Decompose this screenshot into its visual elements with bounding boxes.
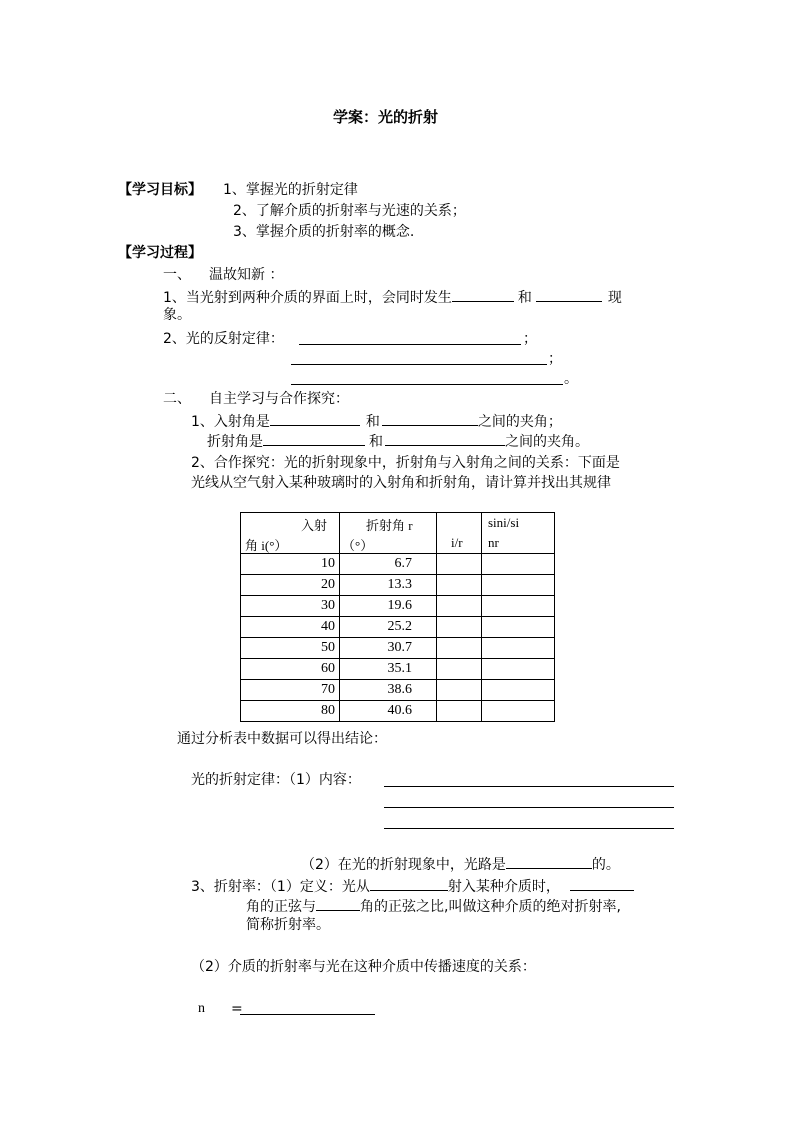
- question-text: （2）在光的折射现象中，光路是: [301, 857, 506, 873]
- answer-blank[interactable]: [506, 854, 592, 869]
- ratio-cell[interactable]: [437, 554, 482, 575]
- question-text: 和: [365, 414, 380, 430]
- answer-blank[interactable]: [263, 431, 365, 446]
- question-text: 象。: [163, 307, 191, 323]
- answer-blank[interactable]: [452, 287, 514, 302]
- sine-ratio-cell[interactable]: [482, 659, 555, 680]
- question-text: 之间的夹角；: [477, 414, 562, 430]
- law-label: 光的折射定律：（1）内容：: [191, 772, 361, 788]
- question-text: 和: [369, 434, 383, 450]
- law-part2: [301, 854, 620, 874]
- ratio-cell[interactable]: [437, 680, 482, 701]
- table-row: [241, 596, 555, 617]
- question-text: 现: [607, 290, 622, 306]
- table-row: [241, 617, 555, 638]
- sine-ratio-cell[interactable]: [482, 680, 555, 701]
- question-text: 射入某种介质时，: [447, 879, 560, 895]
- answer-line[interactable]: [240, 1014, 375, 1015]
- objective-item: 2、了解介质的折射率与光速的关系；: [233, 203, 466, 219]
- refraction-angle: 19.6: [340, 596, 437, 617]
- refraction-angle: 30.7: [340, 638, 437, 659]
- question-2-2-line1: 2、合作探究：光的折射现象中，折射角与入射角之间的关系：下面是: [191, 455, 620, 471]
- answer-blank[interactable]: [382, 411, 478, 426]
- section2-title: 自主学习与合作探究：: [209, 391, 349, 407]
- header-text: 折射角 r: [366, 518, 413, 533]
- question-text: 1、当光射到两种介质的界面上时，会同时发生: [163, 290, 452, 306]
- answer-blank[interactable]: [385, 431, 505, 446]
- conclusion-text: 通过分析表中数据可以得出结论：: [177, 731, 387, 747]
- incidence-angle: 70: [241, 680, 340, 701]
- question-text: 的。: [591, 857, 620, 873]
- process-heading: 【学习过程】: [118, 245, 202, 261]
- table-row: [241, 554, 555, 575]
- answer-blank[interactable]: [536, 287, 602, 302]
- answer-blank[interactable]: [270, 411, 360, 426]
- period: 。: [564, 371, 578, 387]
- table-row: [241, 680, 555, 701]
- answer-blank[interactable]: [570, 876, 634, 891]
- header-text: 入射: [300, 518, 327, 533]
- question-text: 1、入射角是: [191, 414, 270, 430]
- question-1: [163, 287, 622, 307]
- objective-item: 3、掌握介质的折射率的概念.: [233, 224, 415, 240]
- incidence-angle: 40: [241, 617, 340, 638]
- question-text: 折射角是: [207, 434, 263, 450]
- question-text: 角的正弦与: [246, 899, 316, 915]
- header-text: sini/si: [488, 515, 520, 530]
- incidence-angle: 80: [241, 701, 340, 722]
- header-text: nr: [488, 535, 499, 550]
- incidence-angle: 20: [241, 575, 340, 596]
- header-text: 角 i(°）: [245, 538, 288, 553]
- answer-blank[interactable]: [370, 876, 448, 891]
- question-2-1b: [207, 431, 589, 451]
- objectives-heading: 【学习目标】: [118, 182, 202, 198]
- table-row: [241, 638, 555, 659]
- answer-line[interactable]: [384, 828, 674, 829]
- question-text: 之间的夹角。: [505, 434, 589, 450]
- table-row: [241, 659, 555, 680]
- refraction-angle: 35.1: [340, 659, 437, 680]
- ratio-cell[interactable]: [437, 638, 482, 659]
- refraction-angle: 38.6: [340, 680, 437, 701]
- table-header: [340, 513, 437, 554]
- question-text: 和: [517, 290, 532, 306]
- answer-blank[interactable]: [316, 896, 360, 911]
- objective-item: 1、掌握光的折射定律: [223, 182, 358, 198]
- semicolon: ；: [523, 331, 537, 347]
- semicolon: ；: [548, 351, 562, 367]
- data-table: [240, 512, 555, 722]
- ratio-cell[interactable]: [437, 617, 482, 638]
- section1-label: 一、: [163, 267, 191, 283]
- page-title: 学案：光的折射: [333, 108, 439, 126]
- section2-label: 二、: [163, 391, 191, 407]
- formula-n: n: [198, 1001, 205, 1016]
- answer-line[interactable]: [291, 364, 547, 365]
- question-3: [191, 876, 634, 896]
- question-2: 2、光的反射定律：: [163, 331, 284, 347]
- sine-ratio-cell[interactable]: [482, 575, 555, 596]
- question-3b: [246, 896, 621, 916]
- sine-ratio-cell[interactable]: [482, 596, 555, 617]
- sine-ratio-cell[interactable]: [482, 638, 555, 659]
- sine-ratio-cell[interactable]: [482, 554, 555, 575]
- table-header: [482, 513, 555, 554]
- refraction-angle: 13.3: [340, 575, 437, 596]
- sine-ratio-cell[interactable]: [482, 701, 555, 722]
- table-header: [437, 513, 482, 554]
- table-row: [241, 575, 555, 596]
- formula-equals: =: [231, 1001, 243, 1017]
- table-header-row: [241, 513, 555, 554]
- question-text: 角的正弦之比,叫做这种介质的绝对折射率,: [360, 899, 621, 915]
- question-2-2-line2: 光线从空气射入某种玻璃时的入射角和折射角，请计算并找出其规律: [191, 475, 611, 491]
- refraction-angle: 6.7: [340, 554, 437, 575]
- answer-line[interactable]: [384, 786, 674, 787]
- incidence-angle: 10: [241, 554, 340, 575]
- header-text: （°）: [342, 538, 374, 553]
- header-text: i/r: [451, 535, 463, 550]
- answer-line[interactable]: [291, 384, 563, 385]
- table-header: [241, 513, 340, 554]
- question-3c: 简称折射率。: [246, 917, 330, 933]
- sine-ratio-cell[interactable]: [482, 617, 555, 638]
- section1-title: 温故知新 ：: [209, 267, 284, 283]
- question-text: 3、折射率：（1）定义：光从: [191, 879, 370, 895]
- ratio-cell[interactable]: [437, 596, 482, 617]
- question-4: （2）介质的折射率与光在这种介质中传播速度的关系：: [191, 959, 536, 975]
- refraction-angle: 40.6: [340, 701, 437, 722]
- incidence-angle: 60: [241, 659, 340, 680]
- incidence-angle: 50: [241, 638, 340, 659]
- incidence-angle: 30: [241, 596, 340, 617]
- ratio-cell[interactable]: [437, 575, 482, 596]
- answer-line[interactable]: [299, 344, 521, 345]
- question-2-1: [191, 411, 562, 431]
- refraction-angle: 25.2: [340, 617, 437, 638]
- answer-line[interactable]: [384, 807, 674, 808]
- table-row: [241, 701, 555, 722]
- ratio-cell[interactable]: [437, 659, 482, 680]
- ratio-cell[interactable]: [437, 701, 482, 722]
